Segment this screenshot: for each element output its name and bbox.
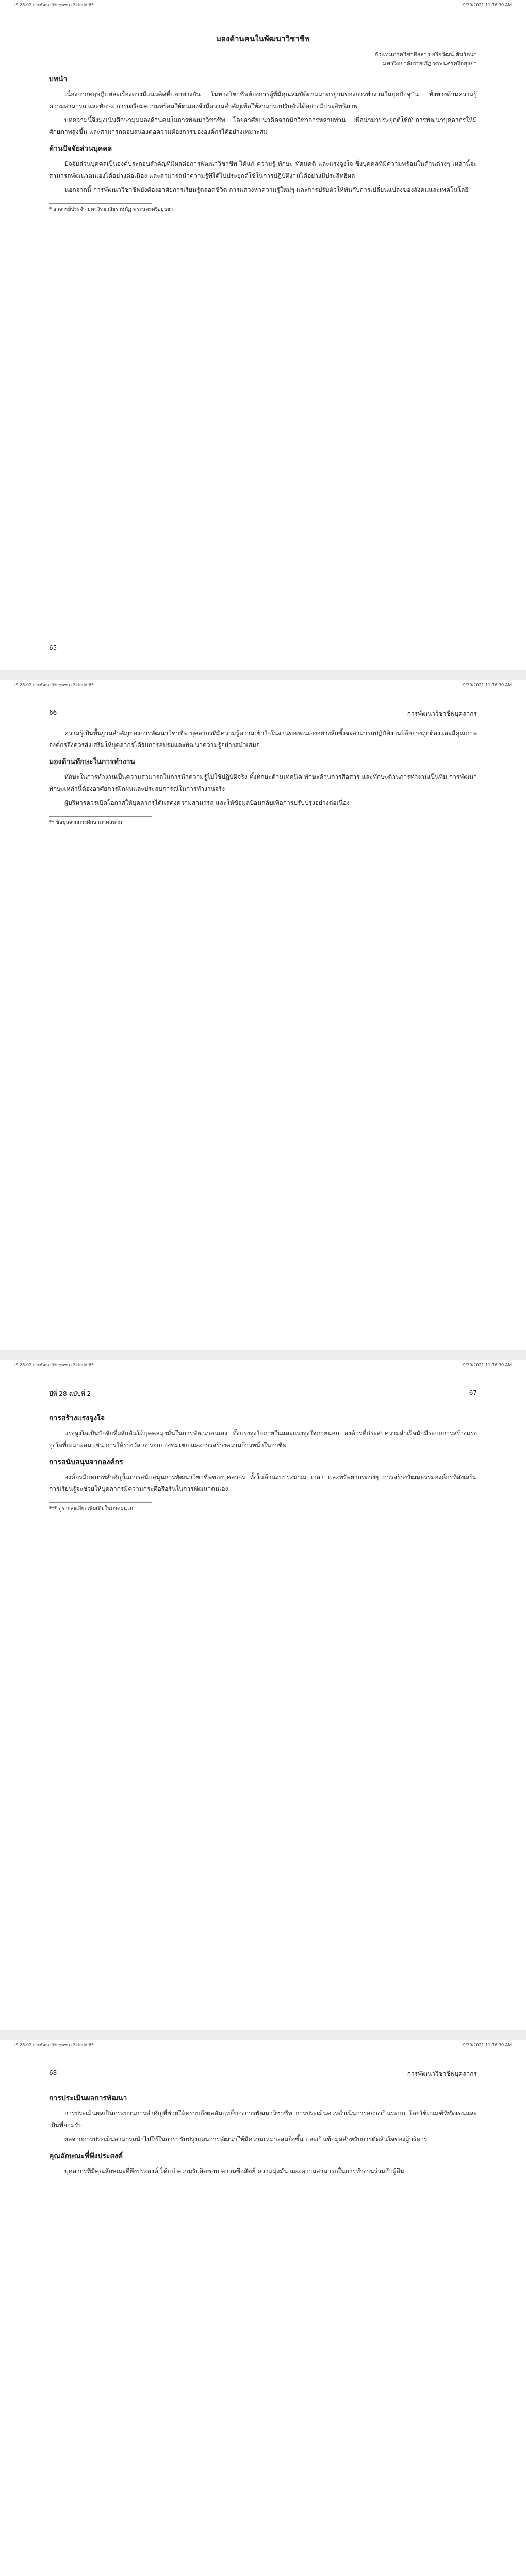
paragraph: นอกจากนี้ การพัฒนาวิชาชีพยังต้องอาศัยการเรียนรู้ตลอดชีวิต การแสวงหาความรู้ใหม่ๆ และการปรับตัวให้ทันกับการเปลี่ยนแปลงของสังคมและเทคโนโลยี [64, 186, 469, 193]
author-affiliation: มหาวิทยาลัยราชภัฏ พระนครศรีอยุธยา [383, 60, 477, 67]
page-4 [0, 2040, 526, 2576]
section-heading: คุณลักษณะที่พึงประสงค์ [49, 2152, 123, 2160]
paragraph: ผลจากการประเมินสามารถนำไปใช้ในการปรับปรุงแผนการพัฒนาให้มีความเหมาะสมยิ่งขึ้น และเป็นข้อมูลสำหรับการตัดสินใจของผู้บริหาร [64, 2136, 428, 2143]
timestamp: 9/20/2021 11:16:30 AM [463, 2, 512, 7]
paragraph: การประเมินผลเป็นกระบวนการสำคัญที่ช่วยให้ทราบถึงผลสัมฤทธิ์ของการพัฒนาวิชาชีพ การประเมินควรดำเนินการอย่างเป็นระบบ โดยใช้เกณฑ์ที่ชัดเจนและเป็นที่ยอมรับ [49, 2110, 477, 2129]
footnote: *** ดูรายละเอียดเพิ่มเติมในภาคผนวก [49, 1506, 133, 1512]
page-1 [0, 0, 526, 670]
footnote-rule [49, 203, 152, 204]
running-header [0, 0, 526, 9]
page-header: ปีที่ 28 ฉบับที่ 2 67 [49, 1389, 477, 1397]
paragraph: ความรู้เป็นพื้นฐานสำคัญของการพัฒนาวิชาชีพ บุคลากรที่มีความรู้ความเข้าใจในงานของตนเองอย่างลึกซึ้งจะสามารถปฏิบัติงานได้อย่างถูกต้องและมีคุณภาพ องค์กรจึงควรส่งเสริมให้บุคลากรได้รับการอบรมและพัฒนาความรู้อย่างสม่ำเสมอ [49, 730, 477, 749]
paragraph: บุคลากรที่มีคุณลักษณะที่พึงประสงค์ ได้แก่ ความรับผิดชอบ ความซื่อสัตย์ ความมุ่งมั่น และความสามารถในการทำงานร่วมกับผู้อื่น [64, 2167, 405, 2175]
footnote: * อาจารย์ประจำ มหาวิทยาลัยราชภัฏ พระนครศรีอยุธยา [49, 207, 173, 212]
paragraph: เนื่องจากทฤษฎีแต่ละเรื่องต่างมีแนวคิดที่แตกต่างกัน ในทางวิชาชีพต้องการผู้ที่มีคุณสมบัติตามมาตรฐานของการทำงานในยุคปัจจุบัน ทั้งทางด้านความรู้ ความสามารถ และทักษะ การเตรียมความพร้อมให้ตนเองจึงมีความสำคัญเพื่อให้สามารถปรับตัวได้อย่างมีประสิทธิภาพ [49, 91, 477, 110]
running-header: IS 28-02 การพัฒนาวิจัยชุมชน (2).indd 65 9/20/2021 11:16:30 AM [14, 1362, 512, 1367]
section-heading: มองด้านทักษะในการทำงาน [49, 758, 136, 766]
section-heading: การประเมินผลการพัฒนา [49, 2094, 127, 2103]
section-heading: ด้านปัจจัยส่วนบุคคล [49, 145, 112, 153]
footnote-rule [49, 816, 152, 817]
section-heading: บทนำ [49, 75, 68, 83]
article-title: มองด้านคนในพัฒนาวิชาชีพ [216, 34, 310, 43]
footnote-rule [49, 1502, 152, 1503]
section-heading: การสร้างแรงจูงใจ [49, 1414, 105, 1422]
footnote: ** ข้อมูลจากการศึกษาภาคสนาม [49, 820, 122, 825]
paragraph: ผู้บริหารควรเปิดโอกาสให้บุคลากรได้แสดงความสามารถ และให้ข้อมูลป้อนกลับเพื่อการปรับปรุงอย่างต่อเนื่อง [64, 799, 350, 806]
page-2 [0, 680, 526, 1350]
paragraph: บทความนี้จึงมุ่งเน้นศึกษามุมมองด้านคนในการพัฒนาวิชาชีพ โดยอาศัยแนวคิดจากนักวิชาการหลายท่าน เพื่อนำมาประยุกต์ใช้กับการพัฒนาบุคลากรให้มีศักยภาพสูงขึ้น และสามารถตอบสนองต่อความต้องการขององค์กรได้อย่างเหมาะสม [49, 116, 477, 135]
section-heading: การสนับสนุนจากองค์กร [49, 1458, 123, 1466]
running-header: IS 28-02 การพัฒนาวิจัยชุมชน (2).indd 65 9/20/2021 11:16:30 AM [14, 2042, 512, 2047]
page-3 [0, 1360, 526, 2030]
paragraph: แรงจูงใจเป็นปัจจัยที่ผลักดันให้บุคคลมุ่งมั่นในการพัฒนาตนเอง ทั้งแรงจูงใจภายในและแรงจูงใจภายนอก องค์กรที่ประสบความสำเร็จมักมีระบบการสร้างแรงจูงใจที่เหมาะสม เช่น การให้รางวัล การยกย่องชมเชย และการสร้างความก้าวหน้าในอาชีพ [49, 1430, 477, 1449]
paragraph: ปัจจัยส่วนบุคคลเป็นองค์ประกอบสำคัญที่มีผลต่อการพัฒนาวิชาชีพ ได้แก่ ความรู้ ทักษะ ทัศนคติ และแรงจูงใจ ซึ่งบุคคลที่มีความพร้อมในด้านต่างๆ เหล่านี้จะสามารถพัฒนาตนเองได้อย่างต่อเนื่อง และสามารถนำความรู้ที่ได้ไปประยุกต์ใช้ในการปฏิบัติงานได้อย่างมีประสิทธิผล [49, 160, 477, 179]
paragraph: ทักษะในการทำงานเป็นความสามารถในการนำความรู้ไปใช้ปฏิบัติจริง ทั้งทักษะด้านเทคนิค ทักษะด้านการสื่อสาร และทักษะด้านการทำงานเป็นทีม การพัฒนาทักษะเหล่านี้ต้องอาศัยการฝึกฝนและประสบการณ์ในการทำงานจริง [49, 773, 477, 792]
page-number: 65 [49, 644, 57, 651]
running-header: IS 28-02 การพัฒนาวิจัยชุมชน (2).indd 65 9/20/2021 11:16:30 AM [14, 682, 512, 687]
file-label: IS 28-02 การพัฒนาวิจัยชุมชน (2).indd 65 [14, 2, 94, 7]
page-header: 66 การพัฒนาวิชาชีพบุคลากร [49, 709, 477, 717]
paragraph: องค์กรมีบทบาทสำคัญในการสนับสนุนการพัฒนาวิชาชีพของบุคลากร ทั้งในด้านงบประมาณ เวลา และทรัพยากรต่างๆ การสร้างวัฒนธรรมองค์กรที่ส่งเสริมการเรียนรู้จะช่วยให้บุคลากรมีความกระตือรือร้นในการพัฒนาตนเอง [49, 1473, 477, 1493]
author-name: ตัวแทนภาควิชาสื่อสาร อริยวัฒน์ ตันรัตนา [374, 51, 477, 58]
page-header: 68 การพัฒนาวิชาชีพบุคลากร [49, 2069, 477, 2077]
